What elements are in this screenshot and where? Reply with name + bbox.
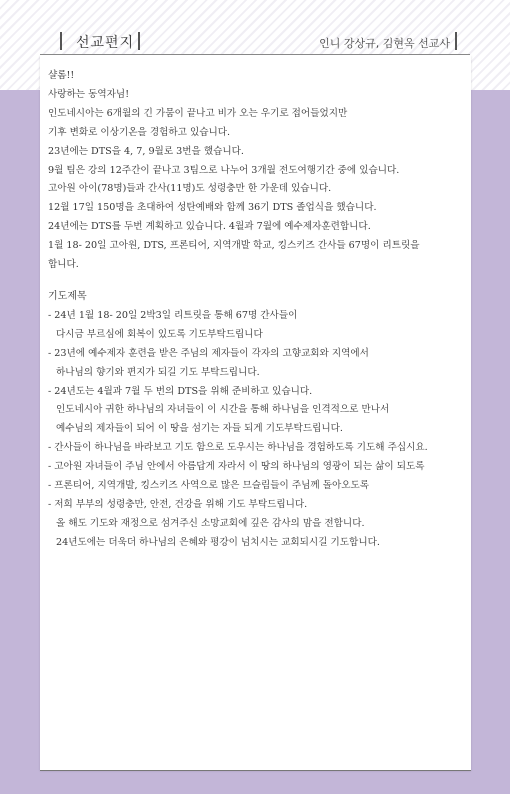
prayer-item-continued: 예수님의 제자들이 되어 이 땅을 섬기는 자들 되게 기도부탁드립니다. — [56, 423, 343, 435]
letter-line: 1월 18- 20일 고아원, DTS, 프론티어, 지역개발 학교, 킹스키즈 간사들 67명이 리트릿을 — [48, 240, 420, 252]
header-divider — [40, 54, 470, 55]
prayer-item-continued: 올 해도 기도와 재정으로 섬겨주신 소망교회에 깊은 감사의 맘을 전합니다. — [56, 517, 365, 529]
prayer-heading: 기도제목 — [48, 290, 87, 302]
letter-line: 합니다. — [48, 259, 79, 271]
title-left-bar — [60, 32, 62, 50]
page-title: 선교편지 — [76, 35, 135, 51]
prayer-item: - 간사들이 하나님을 바라보고 기도 함으로 도우시는 하나님을 경험하도록 기도해 주십시요. — [48, 442, 428, 454]
prayer-item: - 24년 1월 18- 20일 2박3일 리트릿을 통해 67명 간사들이 — [48, 309, 298, 321]
prayer-item-continued: 인도네시아 귀한 하나님의 자녀들이 이 시간을 통해 하나님을 인격적으로 만나서 — [56, 404, 390, 416]
prayer-item-continued: 다시금 부르심에 회복이 있도록 기도부탁드립니다 — [56, 328, 263, 340]
letter-line: 기후 변화로 이상기온을 경험하고 있습니다. — [48, 126, 231, 138]
prayer-item-continued: 하나님의 향기와 편지가 되길 기도 부탁드립니다. — [56, 366, 260, 378]
prayer-item: - 저희 부부의 성령충만, 안전, 건강을 위해 기도 부탁드립니다. — [48, 498, 308, 510]
letter-line: 23년에는 DTS을 4, 7, 9월로 3번을 했습니다. — [48, 145, 244, 157]
letter-line: 고아원 아이(78명)들과 간사(11명)도 성령충만 한 가운데 있습니다. — [48, 183, 332, 195]
author-name: 인니 강상규, 김현옥 선교사 — [319, 37, 450, 50]
card-bottom-border — [40, 770, 471, 771]
letter-line: 사랑하는 동역자님! — [48, 88, 130, 100]
prayer-item: - 24년도는 4월과 7월 두 번의 DTS을 위해 준비하고 있습니다. — [48, 385, 313, 397]
letter-line: 인도네시아는 6개월의 긴 가뭄이 끝나고 비가 오는 우기로 접어들었지만 — [48, 107, 348, 119]
letter-header — [0, 26, 510, 54]
prayer-item: - 프론티어, 지역개발, 킹스키즈 사역으로 많은 므슬림들이 주님께 돌아오도록 — [48, 480, 370, 492]
title-right-bar — [138, 32, 140, 50]
letter-line: 샬롬!! — [48, 70, 75, 81]
prayer-item: - 고아원 자녀들이 주님 안에서 아름답게 자라서 이 땅의 하나님의 영광이 되는 삶이 되도록 — [48, 461, 425, 473]
letter-line: 24년에는 DTS를 두번 계획하고 있습니다. 4월과 7월에 예수제자훈련합니다. — [48, 221, 371, 233]
author-right-bar — [455, 32, 457, 50]
letter-content — [48, 67, 466, 553]
prayer-item-continued: 24년도에는 더욱더 하나님의 은혜와 평강이 넘치시는 교회되시길 기도합니다. — [56, 536, 380, 548]
letter-line: 9월 팀은 강의 12주간이 끝나고 3팀으로 나누어 3개월 전도여행기간 중에 있습니다. — [48, 164, 400, 176]
prayer-item: - 23년에 예수제자 훈련을 받은 주님의 제자들이 각자의 고향교회와 지역에서 — [48, 347, 369, 359]
letter-line: 12월 17일 150명을 초대하여 성탄예배와 함께 36기 DTS 졸업식을 했습니다. — [48, 202, 377, 214]
